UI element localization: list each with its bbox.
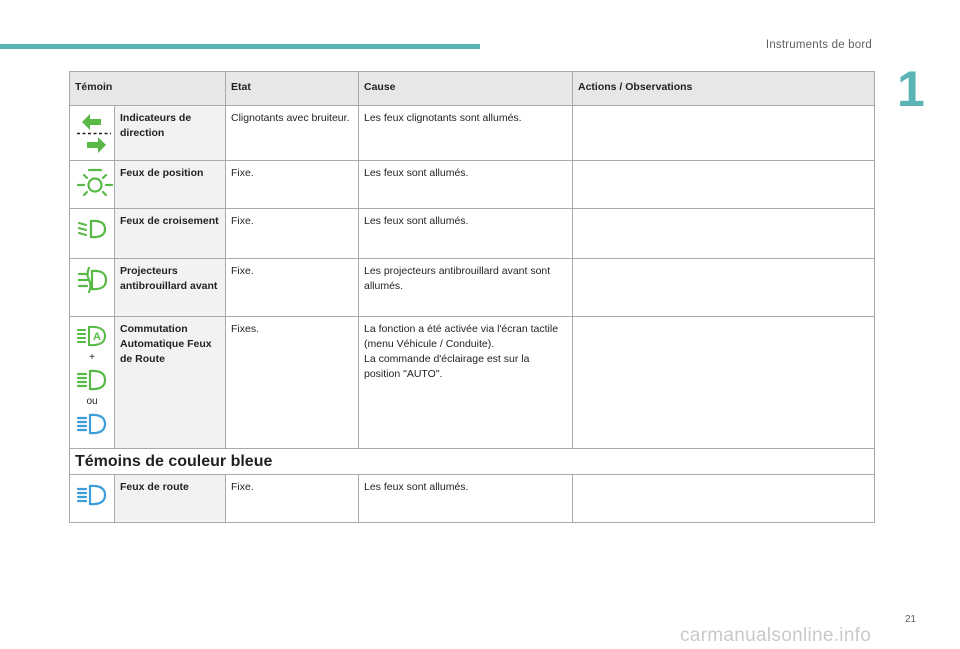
- row-cause: La fonction a été activée via l'écran tactile (menu Véhicule / Conduite). La commande d'éclairage est sur la position "AUTO".: [359, 317, 573, 449]
- column-header-actions: Actions / Observations: [573, 72, 875, 106]
- row-actions: [573, 317, 875, 449]
- icon-cell: [70, 106, 115, 161]
- row-state: Fixe.: [226, 209, 359, 259]
- icon-cell: [70, 317, 115, 449]
- svg-text:A: A: [93, 331, 101, 343]
- dipped-beam-icon: [75, 214, 111, 244]
- turn-signal-arrows-icon: [75, 111, 113, 155]
- table-row: [70, 209, 875, 259]
- blue-section-title: Témoins de couleur bleue: [70, 449, 875, 475]
- green-high-beam-icon: [75, 366, 111, 394]
- table-row: [70, 161, 875, 209]
- table-header-row: [70, 72, 875, 106]
- row-name: Feux de croisement: [115, 209, 226, 259]
- row-state: Fixe.: [226, 161, 359, 209]
- column-header-etat: Etat: [226, 72, 359, 106]
- icon-cell: [70, 475, 115, 523]
- column-header-temoin: Témoin: [70, 72, 226, 106]
- row-actions: [573, 475, 875, 523]
- icon-cell: [70, 259, 115, 317]
- table-row: [70, 475, 875, 523]
- row-actions: [573, 106, 875, 161]
- table-row: [70, 106, 875, 161]
- icon-cell: [70, 161, 115, 209]
- plus-separator: +: [89, 352, 95, 363]
- row-cause: Les feux sont allumés.: [359, 475, 573, 523]
- row-cause: Les feux sont allumés.: [359, 209, 573, 259]
- row-name: Feux de route: [115, 475, 226, 523]
- row-actions: [573, 209, 875, 259]
- row-actions: [573, 161, 875, 209]
- row-state: Fixes.: [226, 317, 359, 449]
- row-cause: Les projecteurs antibrouillard avant sont allumés.: [359, 259, 573, 317]
- auto-high-beam-icon: [75, 322, 111, 350]
- row-name: Indicateurs de direction: [115, 106, 226, 161]
- row-state: Clignotants avec bruiteur.: [226, 106, 359, 161]
- blue-section-heading-row: [70, 449, 875, 475]
- page-number: 21: [905, 614, 917, 625]
- chapter-number: 1: [897, 61, 925, 117]
- high-beam-icon: [75, 480, 111, 510]
- header-accent-bar: [0, 44, 480, 49]
- front-fog-lamp-icon: [75, 264, 111, 296]
- row-actions: [573, 259, 875, 317]
- row-state: Fixe.: [226, 475, 359, 523]
- watermark: carmanualsonline.info: [680, 625, 872, 646]
- row-cause: Les feux sont allumés.: [359, 161, 573, 209]
- column-header-cause: Cause: [359, 72, 573, 106]
- row-cause: Les feux clignotants sont allumés.: [359, 106, 573, 161]
- section-title: Instruments de bord: [765, 39, 872, 51]
- row-name: Commutation Automatique Feux de Route: [115, 317, 226, 449]
- icon-cell: [70, 209, 115, 259]
- row-state: Fixe.: [226, 259, 359, 317]
- or-separator: ou: [86, 396, 98, 407]
- position-lights-icon: [75, 166, 115, 200]
- blue-high-beam-icon: [75, 410, 111, 438]
- table-row: [70, 259, 875, 317]
- warning-lights-table: [69, 71, 875, 523]
- row-name: Feux de position: [115, 161, 226, 209]
- table-row: [70, 317, 875, 449]
- row-name: Projecteurs antibrouillard avant: [115, 259, 226, 317]
